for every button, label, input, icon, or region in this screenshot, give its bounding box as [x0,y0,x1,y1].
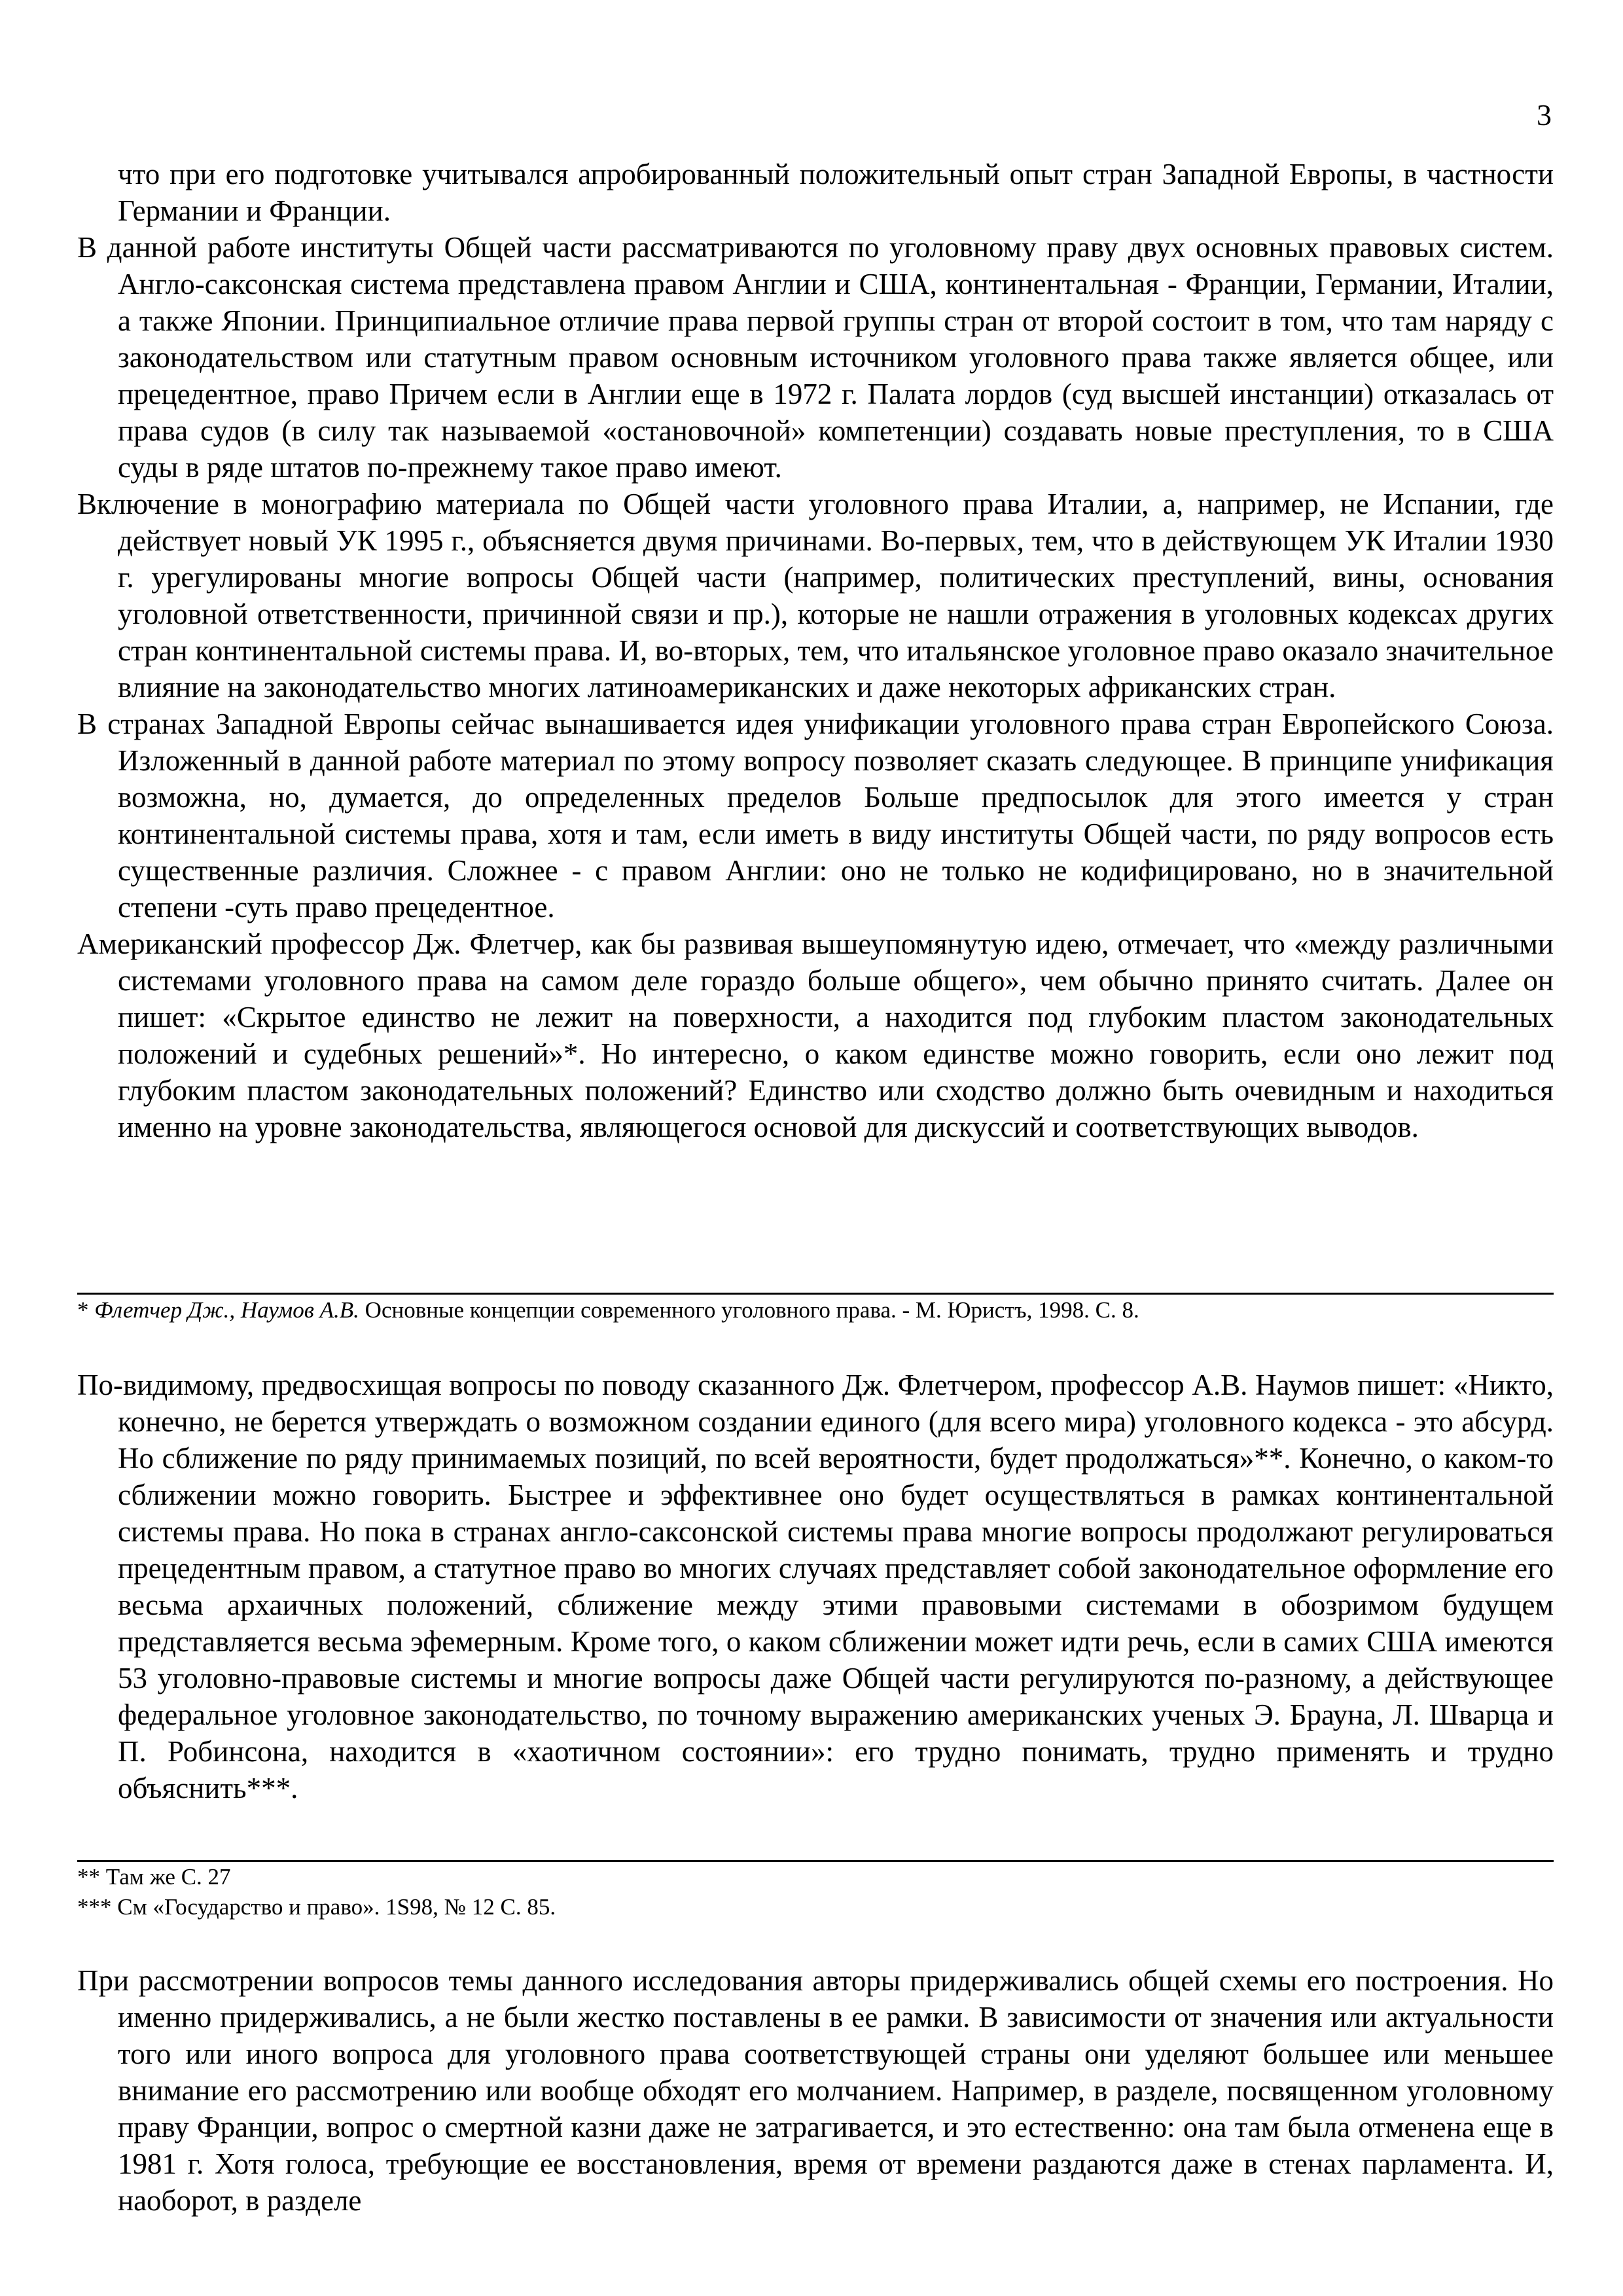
paragraph-naumov: По-видимому, предвосхищая вопросы по поводу сказанного Дж. Флетчером, профессор А.В. Наумов пишет: «Никто, конечно, не берется утверждать о возможном создании единого (для всего мира) уголовного кодекса - это абсурд. Но сближение по ряду принимаемых позиций, по всей вероятности, будет продолжаться»**. Конечно, о каком-то сближении можно говорить. Быстрее и эффективнее оно будет осуществляться в рамках континентальной системы права. Но пока в странах англо-саксонской системы права многие вопросы продолжают регулироваться прецедентным правом, а статутное право во многих случаях представляет собой законодательное оформление его весьма архаичных положений, сближение между этими правовыми системами в обозримом будущем представляется весьма эфемерным. Кроме того, о каком сближении может идти речь, если в самих США имеются 53 уголовно-правовые системы и многие вопросы даже Общей части регулируются по-разному, а действующее федеральное уголовное законодательство, по точному выражению американских ученых Э. Брауна, Л. Шварца и П. Робинсона, находится в «хаотичном состоянии»: его трудно понимать, трудно применять и трудно объяснить***. [77,1369,1554,1804]
footnote-marker: * [77,1297,95,1323]
footnote-author: Флетчер Дж., Наумов А.В. [94,1297,359,1323]
footnote-divider-1 [77,1293,1554,1295]
paragraph-eu-unification: В странах Западной Европы сейчас вынашивается идея унификации уголовного права стран Европейского Союза. Изложенный в данной работе материал по этому вопросу позволяет сказать следующее. В принципе унификация возможна, но, думается, до определенных пределов Больше предпосылок для этого имеется у стран континентальной системы права, хотя и там, если иметь в виду институты Общей части, по ряду вопросов есть существенные различия. Сложнее - с правом Англии: оно не только не кодифицировано, но в значительной степени -суть право прецедентное. [77,708,1554,924]
paragraph-continuation: что при его подготовке учитывался апробированный положительный опыт стран Западной Европы, в частности Германии и Франции. [118,158,1554,227]
paragraph-legal-systems: В данной работе институты Общей части рассматриваются по уголовному праву двух основных правовых систем. Англо-саксонская система представлена правом Англии и США, континентальная - Франции, Германии, Италии, а также Японии. Принципиальное отличие права первой группы стран от второй состоит в том, что там наряду с законодательством или статутным правом основным источником уголовного права также является общее, или прецедентное, право Причем если в Англии еще в 1972 г. Палата лордов (суд высшей инстанции) отказалась от права судов (в силу так называемой «остановочной» компетенции) создавать новые преступления, то в США суды в ряде штатов по-прежнему такое право имеют. [77,231,1554,484]
paragraph-italy: Включение в монографию материала по Общей части уголовного права Италии, а, например, не Испании, где действует новый УК 1995 г., объясняется двумя причинами. Во-первых, тем, что в действующем УК Италии 1930 г. урегулированы многие вопросы Общей части (например, политических преступлений, вины, основания уголовной ответственности, причинной связи и пр.), которые не нашли отражения в уголовных кодексах других стран континентальной системы права. И, во-вторых, тем, что итальянское уголовное право оказало значительное влияние на законодательство многих латиноамериканских и даже некоторых африканских стран. [77,488,1554,704]
footnote-divider-2 [77,1860,1554,1862]
paragraph-study-scheme: При рассмотрении вопросов темы данного исследования авторы придерживались общей схемы его построения. Но именно придерживались, а не были жестко поставлены в ее рамки. В зависимости от значения или актуальности того или иного вопроса для уголовного права соответствующей страны они уделяют большее или меньшее внимание его рассмотрению или вообще обходят его молчанием. Например, в разделе, посвященном уголовному праву Франции, вопрос о смертной казни даже не затрагивается, и это естественно: она там была отменена еще в 1981 г. Хотя голоса, требующие ее восстановления, время от времени раздаются даже в стенах парламента. И, наоборот, в разделе [77,1964,1554,2217]
footnote-text: Основные концепции современного уголовного права. - М. Юристъ, 1998. С. 8. [359,1297,1139,1323]
main-text-section-1 [77,156,1554,1145]
footnote-2: ** Там же С. 27 [77,1864,231,1890]
paragraph-fletcher: Американский профессор Дж. Флетчер, как бы развивая вышеупомянутую идею, отмечает, что «между различными системами уголовного права на самом деле гораздо больше общего», чем обычно принято считать. Далее он пишет: «Скрытое единство не лежит на поверхности, а находится под глубоким пластом законодательных положений и судебных решений»*. Но интересно, о каком единстве можно говорить, если оно лежит под глубоким пластом законодательных положений? Единство или сходство должно быть очевидным и находиться именно на уровне законодательства, являющегося основой для дискуссий и соответствующих выводов. [77,927,1554,1143]
page-number: 3 [1537,98,1552,132]
footnote-1 [77,1296,1554,1325]
footnote-3: *** См «Государство и право». 1S98, № 12 С. 85. [77,1894,556,1920]
main-text-section-2 [77,1367,1554,1806]
main-text-section-3 [77,1962,1554,2219]
